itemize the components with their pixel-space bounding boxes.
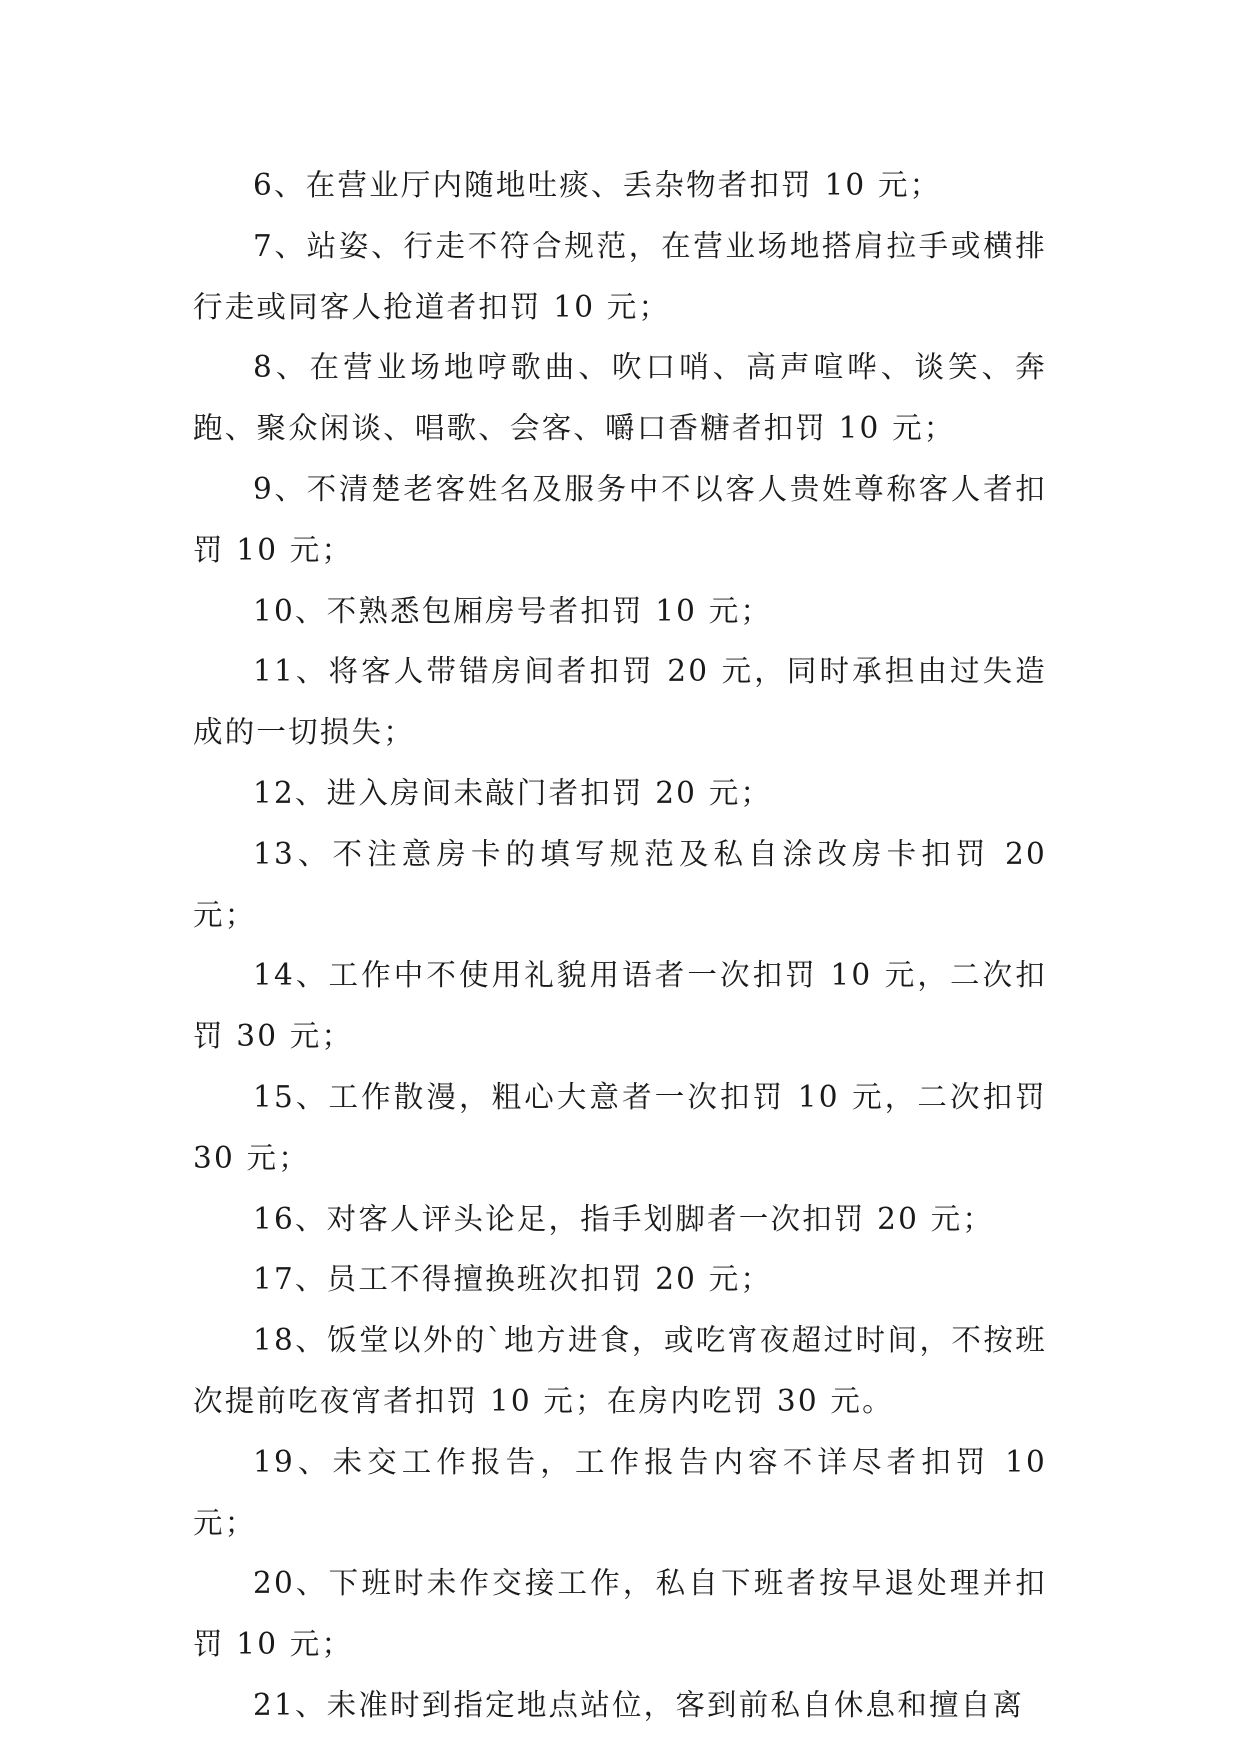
rule-item-20: 20、下班时未作交接工作，私自下班者按早退处理并扣罚 10 元； xyxy=(193,1566,1047,1662)
rule-item-21: 21、未准时到指定地点站位，客到前私自休息和擅自离 xyxy=(253,1687,1025,1722)
rule-item-18: 18、饭堂以外的`地方进食，或吃宵夜超过时间，不按班次提前吃夜宵者扣罚 10 元；在房内吃罚 30 元。 xyxy=(193,1323,1047,1418)
rule-item-6: 6、在营业厅内随地吐痰、丢杂物者扣罚 10 元； xyxy=(253,168,942,202)
document-body xyxy=(193,155,1047,1736)
rule-item-8: 8、在营业场地哼歌曲、吹口哨、高声喧哗、谈笑、奔跑、聚众闲谈、唱歌、会客、嚼口香糖者扣罚 10 元； xyxy=(193,350,1047,446)
rule-item-11: 11、将客人带错房间者扣罚 20 元，同时承担由过失造成的一切损失； xyxy=(193,654,1047,750)
rule-item-19: 19、未交工作报告，工作报告内容不详尽者扣罚 10 元； xyxy=(193,1444,1047,1540)
rule-item-17: 17、员工不得擅换班次扣罚 20 元； xyxy=(253,1262,773,1297)
rule-item-16: 16、对客人评头论足，指手划脚者一次扣罚 20 元； xyxy=(253,1201,995,1236)
rule-item-13: 13、不注意房卡的填写规范及私自涂改房卡扣罚 20 元； xyxy=(193,836,1047,932)
rule-item-7: 7、站姿、行走不符合规范，在营业场地搭肩拉手或横排行走或同客人抢道者扣罚 10 元； xyxy=(193,228,1047,324)
rule-item-15: 15、工作散漫，粗心大意者一次扣罚 10 元，二次扣罚 30 元； xyxy=(193,1079,1047,1175)
rule-item-9: 9、不清楚老客姓名及服务中不以客人贵姓尊称客人者扣罚 10 元； xyxy=(193,471,1047,567)
rule-item-12: 12、进入房间未敲门者扣罚 20 元； xyxy=(253,775,773,810)
rule-item-14: 14、工作中不使用礼貌用语者一次扣罚 10 元，二次扣罚 30 元； xyxy=(193,958,1047,1054)
rule-item-10: 10、不熟悉包厢房号者扣罚 10 元； xyxy=(253,593,773,628)
